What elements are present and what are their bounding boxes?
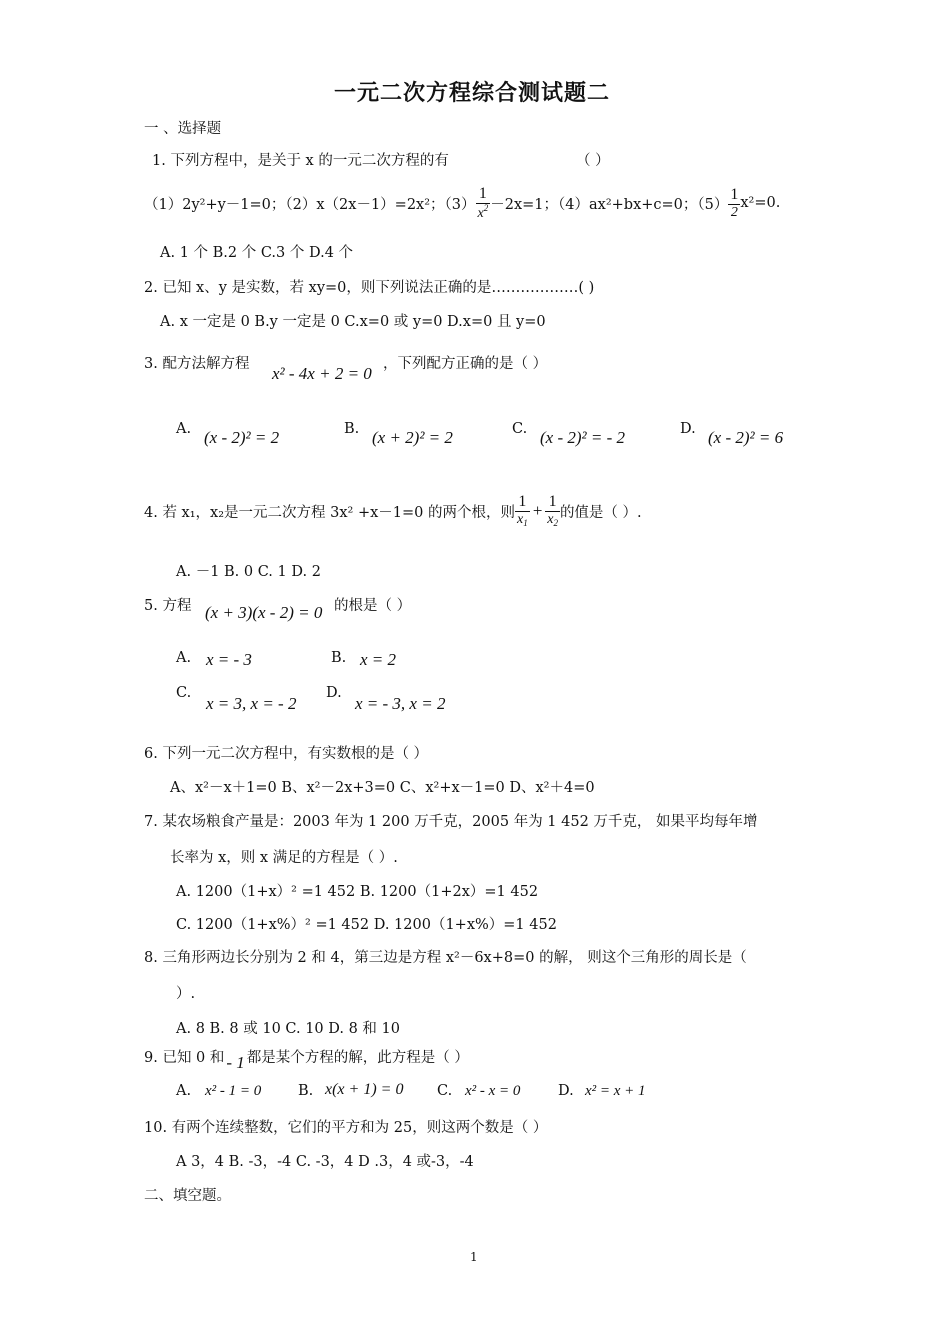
- q4-stem: 4. 若 x₁，x₂是一元二次方程 3x² +x－1=0 的两个根，则: [144, 504, 516, 521]
- q5-option-b-label: B.: [331, 650, 347, 666]
- q6-options: A、x²－x＋1=0 B、x²－2x+3=0 C、x²+x－1=0 D、x²＋4=0: [170, 780, 595, 796]
- q3-option-b-label: B.: [344, 421, 360, 437]
- q7-options-ab: A. 1200（1+x）² =1 452 B. 1200（1+2x）=1 452: [176, 884, 539, 900]
- q3-option-b-eq: (x + 2)² = 2: [372, 428, 453, 447]
- q9-stem-b: 都是某个方程的解，此方程是（ ）: [246, 1050, 469, 1066]
- q3-equation: x² - 4x + 2 = 0: [272, 364, 372, 383]
- q5-option-c-label: C.: [176, 685, 192, 701]
- q1-frac-1-over-x2: $\frac{1}{x^2}$: [477, 185, 489, 221]
- q5-option-c-eq: x = 3, x = - 2: [206, 694, 297, 713]
- q7-stem-line2: 长率为 x，则 x 满足的方程是（ ）.: [170, 850, 398, 866]
- q9-option-b-eq: x(x + 1) = 0: [325, 1081, 404, 1098]
- q4-after: 的值是（ ）.: [559, 504, 642, 521]
- q8-stem-line1: 8. 三角形两边长分别为 2 和 4，第三边是方程 x²－6x+8=0 的解， 则这个三角形的周长是（: [144, 950, 747, 966]
- q9-option-c-eq: x² - x = 0: [465, 1083, 521, 1099]
- section-heading-choice: 一 、选择题: [144, 121, 222, 137]
- q3-option-d-label: D.: [680, 421, 696, 437]
- q1-options: A. 1 个 B.2 个 C.3 个 D.4 个: [160, 245, 354, 261]
- q1-equations: [144, 180, 780, 226]
- q3-after: ，下列配方正确的是（ ）: [383, 356, 548, 372]
- q9-option-a-label: A.: [176, 1083, 192, 1099]
- q1-eq-5: x²=0.: [740, 195, 781, 211]
- q3-option-a-label: A.: [176, 421, 192, 437]
- q3-option-a-eq: (x - 2)² = 2: [204, 428, 280, 447]
- q1-stem: 1. 下列方程中，是关于 x 的一元二次方程的有: [152, 153, 449, 169]
- q9-option-d-label: D.: [558, 1083, 574, 1099]
- q3-option-c-label: C.: [512, 421, 528, 437]
- q5-equation: (x + 3)(x - 2) = 0: [205, 603, 323, 622]
- q2-stem: 2. 已知 x、y 是实数，若 xy=0，则下列说法正确的是………………( ): [144, 280, 595, 296]
- q4-options: A. －1 B. 0 C. 1 D. 2: [176, 564, 321, 580]
- q10-options: A 3，4 B. -3，-4 C. -3，4 D .3，4 或-3，-4: [176, 1154, 474, 1170]
- q3-stem: 3. 配方法解方程: [144, 356, 250, 372]
- q8-stem-line2: ）.: [176, 986, 196, 1002]
- q4-line: [144, 484, 642, 538]
- q9-stem-a: 9. 已知 0 和: [144, 1050, 225, 1066]
- q3-option-d-eq: (x - 2)² = 6: [708, 428, 784, 447]
- q5-stem: 5. 方程: [144, 598, 192, 614]
- q4-plus: +: [531, 501, 544, 520]
- q3-option-c-eq: (x - 2)² = - 2: [540, 428, 626, 447]
- q9-neg-one: - 1: [226, 1052, 245, 1072]
- q5-after: 的根是（ ）: [334, 598, 412, 614]
- q5-option-a-label: A.: [176, 650, 192, 666]
- q8-options: A. 8 B. 8 或 10 C. 10 D. 8 和 10: [176, 1021, 400, 1037]
- q4-frac-1-over-x1: $\frac{1}{x_1}$: [517, 493, 528, 528]
- page-number: 1: [470, 1250, 478, 1264]
- q1-eq-3-4: －2x=1；（4）ax²+bx+c=0；（5）: [490, 196, 729, 213]
- q1-eq-1-2: （1）2y²+y－1=0；（2）x（2x－1）=2x²；（3）: [144, 196, 476, 213]
- q1-answer-paren: （ ）: [576, 153, 610, 169]
- page-title: 一元二次方程综合测试题二: [334, 80, 611, 106]
- q10-stem: 10. 有两个连续整数，它们的平方和为 25，则这两个数是（ ）: [144, 1120, 548, 1136]
- q5-option-d-eq: x = - 3, x = 2: [355, 694, 446, 713]
- q9-option-d-eq: x² = x + 1: [585, 1083, 646, 1099]
- q2-options: A. x 一定是 0 B.y 一定是 0 C.x=0 或 y=0 D.x=0 且 y=0: [160, 314, 546, 330]
- q6-stem: 6. 下列一元二次方程中，有实数根的是（ ）: [144, 746, 429, 762]
- q5-option-d-label: D.: [326, 685, 342, 701]
- q9-option-c-label: C.: [437, 1083, 453, 1099]
- q9-line: [144, 1046, 469, 1072]
- q5-option-a-eq: x = - 3: [206, 650, 252, 669]
- q7-stem-line1: 7. 某农场粮食产量是：2003 年为 1 200 万千克，2005 年为 1 452 万千克， 如果平均每年增: [144, 814, 758, 830]
- section-heading-fill-in: 二、填空题。: [144, 1188, 231, 1204]
- q1-frac-1-over-2: $\frac{1}{2}$: [730, 186, 739, 220]
- q7-options-cd: C. 1200（1+x%）² =1 452 D. 1200（1+x%）=1 452: [176, 917, 557, 933]
- q4-frac-1-over-x2: $\frac{1}{x_2}$: [547, 493, 558, 528]
- q9-option-b-label: B.: [298, 1083, 314, 1099]
- q5-option-b-eq: x = 2: [360, 650, 397, 669]
- q9-option-a-eq: x² - 1 = 0: [205, 1083, 262, 1099]
